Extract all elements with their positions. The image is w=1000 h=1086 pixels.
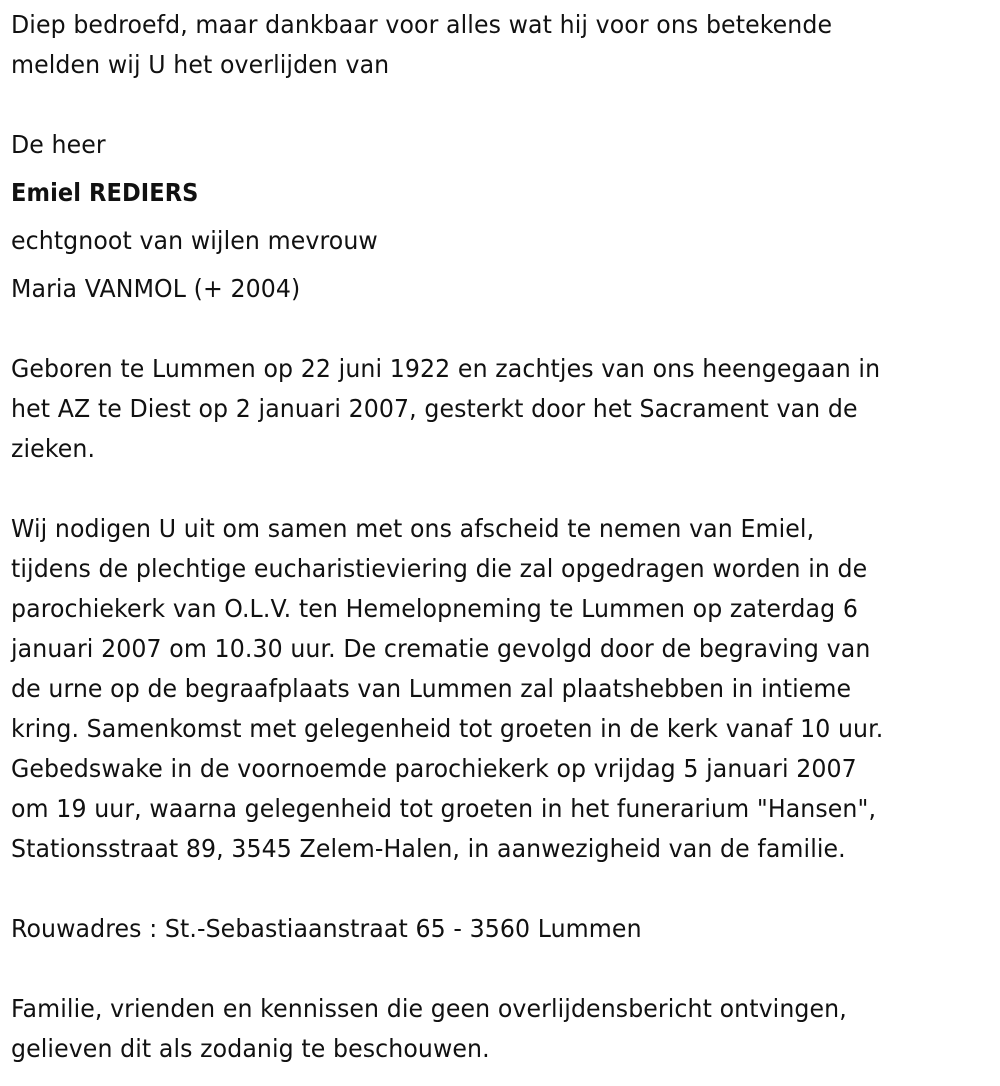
spouse <box>11 274 311 304</box>
ceremony-line <box>11 834 876 864</box>
ceremony-line-text: kring. Samenkomst met gelegenheid tot groeten in de kerk vanaf 10 uur. <box>11 714 884 743</box>
ceremony-line <box>11 754 887 784</box>
ceremony-line <box>11 634 902 664</box>
ceremony-line <box>11 794 907 824</box>
birth-death-line-text: Geboren te Lummen op 22 juni 1922 en zachtjes van ons heengegaan in <box>11 354 881 383</box>
closing-line <box>11 994 877 1024</box>
ceremony-line <box>11 514 843 544</box>
ceremony-line <box>11 554 898 584</box>
closing-line <box>11 1034 507 1064</box>
closing-line-text: Familie, vrienden en kennissen die geen overlijdensbericht ontvingen, <box>11 994 847 1023</box>
birth-death-line-text: het AZ te Diest op 2 januari 2007, gesterkt door het Sacrament van de <box>11 394 858 423</box>
ceremony-line-text: parochiekerk van O.L.V. ten Hemelopneming te Lummen op zaterdag 6 <box>11 594 858 623</box>
intro-line <box>11 50 403 80</box>
closing-line-text: gelieven dit als zodanig te beschouwen. <box>11 1034 490 1063</box>
ceremony-line-text: tijdens de plechtige eucharistieviering die zal opgedragen worden in de <box>11 554 868 583</box>
ceremony-line-text: om 19 uur, waarna gelegenheid tot groeten in het funerarium "Hansen", <box>11 794 877 823</box>
intro-line <box>11 10 862 40</box>
relation <box>11 226 391 256</box>
birth-death-line <box>11 354 912 384</box>
ceremony-line <box>11 674 882 704</box>
ceremony-line-text: de urne op de begraafplaats van Lummen zal plaatshebben in intieme <box>11 674 852 703</box>
birth-death-line <box>11 434 98 464</box>
spouse-text: Maria VANMOL (+ 2004) <box>11 274 301 303</box>
deceased-name <box>11 178 215 208</box>
birth-death-line-text: zieken. <box>11 434 96 463</box>
intro-line-text: melden wij U het overlijden van <box>11 50 390 79</box>
ceremony-line-text: Gebedswake in de voornoemde parochiekerk op vrijdag 5 januari 2007 <box>11 754 857 783</box>
ceremony-line-text: Wij nodigen U uit om samen met ons afscheid te nemen van Emiel, <box>11 514 815 543</box>
ceremony-line <box>11 594 889 624</box>
mourning-address-text: Rouwadres : St.-Sebastiaanstraat 65 - 3560 Lummen <box>11 914 642 943</box>
salutation <box>11 130 109 160</box>
ceremony-line <box>11 714 915 744</box>
salutation-text: De heer <box>11 130 106 159</box>
ceremony-line-text: januari 2007 om 10.30 uur. De crematie gevolgd door de begraving van <box>11 634 871 663</box>
intro-line-text: Diep bedroefd, maar dankbaar voor alles wat hij voor ons betekende <box>11 10 833 39</box>
deceased-name-text: Emiel REDIERS <box>11 178 199 207</box>
mourning-address <box>11 914 665 944</box>
ceremony-line-text: Stationsstraat 89, 3545 Zelem-Halen, in aanwezigheid van de familie. <box>11 834 846 863</box>
relation-text: echtgnoot van wijlen mevrouw <box>11 226 378 255</box>
birth-death-line <box>11 394 888 424</box>
